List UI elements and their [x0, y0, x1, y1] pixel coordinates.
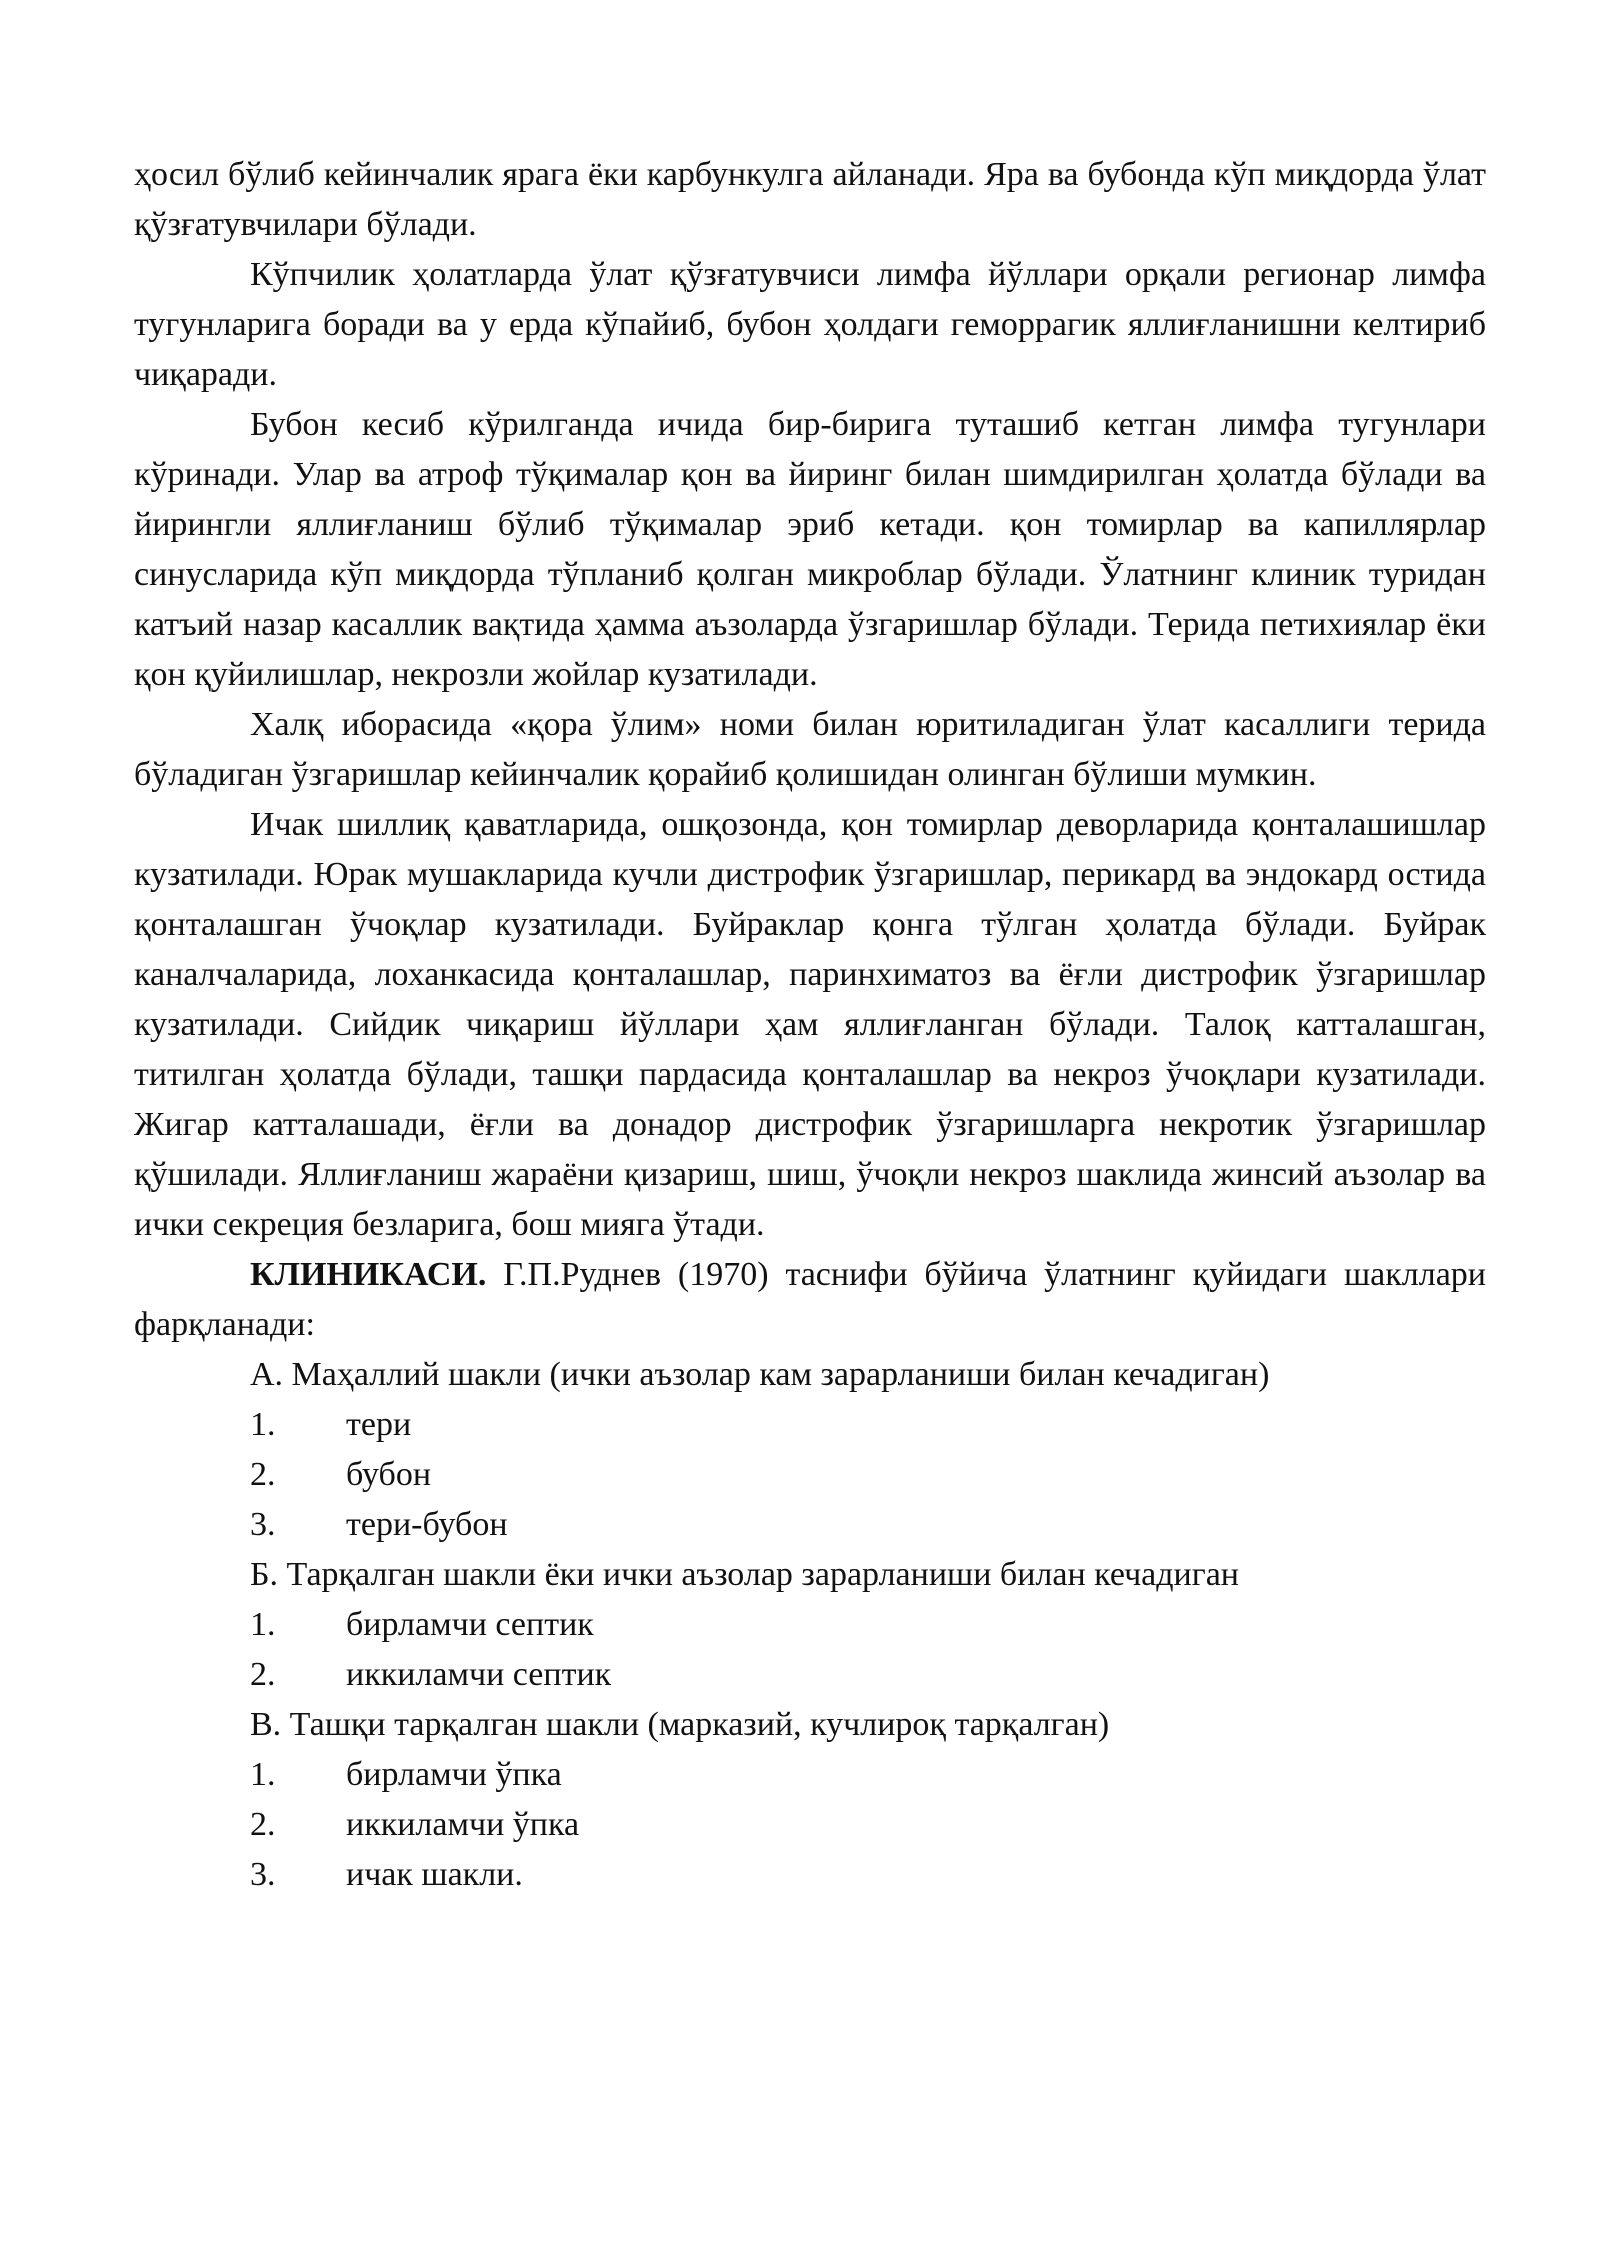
classification-group-a	[134, 1350, 1486, 1550]
paragraph-continuation: ҳосил бўлиб кейинчалик ярага ёки карбункулга айланади. Яра ва бубонда кўп миқдорда ўлат қўзғатувчилари бўлади.	[134, 156, 1486, 243]
list-number: 3.	[250, 1506, 276, 1543]
list-item	[134, 1500, 1486, 1550]
classification-group-v	[134, 1700, 1486, 1900]
list-number: 1.	[250, 1756, 276, 1793]
list-item	[134, 1850, 1486, 1900]
list-text: бирламчи ўпка	[346, 1756, 562, 1793]
list-text: ичак шакли.	[346, 1856, 523, 1893]
classification-group-b	[134, 1550, 1486, 1700]
paragraph-clinic	[134, 1250, 1486, 1350]
paragraph-organs: Ичак шиллиқ қаватларида, ошқозонда, қон томирлар деворларида қонталашишлар кузатилади. Юрак мушакларида кучли дистрофик ўзгаришлар, перикард ва эндокард остида қонталашган ўчоқлар кузатилади. Буйраклар қонга тўлган ҳолатда бўлади. Буйрак каналчаларида, лоханкасида қонталашлар, паринхиматоз ва ёғли дистрофик ўзгаришлар кузатилади. Сийдик чиқариш йўллари ҳам яллиғланган бўлади. Талоқ катталашган, титилган ҳолатда бўлади, ташқи пардасида қонталашлар ва некроз ўчоқлари кузатилади. Жигар катталашади, ёғли ва донадор дистрофик ўзгаришларга некротик ўзгаришлар қўшилади. Яллиғланиш жараёни қизариш, шиш, ўчоқли некроз шаклида жинсий аъзолар ва ички секреция безларига, бош мияга ўтади.	[134, 806, 1486, 1243]
list-text: бубон	[346, 1456, 432, 1493]
group-title: Б. Тарқалган шакли ёки ички аъзолар зарарланиши билан кечадиган	[250, 1556, 1239, 1593]
list-number: 2.	[250, 1456, 276, 1493]
list-text: иккиламчи септик	[346, 1656, 612, 1693]
group-title: А. Маҳаллий шакли (ички аъзолар кам зарарланиши билан кечадиган)	[250, 1356, 1270, 1393]
list-number: 2.	[250, 1806, 276, 1843]
list-text: тери-бубон	[346, 1506, 508, 1543]
list-item	[134, 1600, 1486, 1650]
clinic-text: Г.П.Руднев (1970) таснифи бўйича ўлатнинг қуйидаги шакллари фарқланади:	[134, 1256, 1486, 1343]
clinic-heading: КЛИНИКАСИ.	[250, 1256, 487, 1293]
list-number: 1.	[250, 1406, 276, 1443]
list-text: бирламчи септик	[346, 1606, 594, 1643]
list-item	[134, 1750, 1486, 1800]
list-item	[134, 1650, 1486, 1700]
list-item	[134, 1800, 1486, 1850]
list-number: 2.	[250, 1656, 276, 1693]
list-text: иккиламчи ўпка	[346, 1806, 580, 1843]
list-item	[134, 1450, 1486, 1500]
list-item	[134, 1400, 1486, 1450]
paragraph-lymph-nodes: Кўпчилик ҳолатларда ўлат қўзғатувчиси лимфа йўллари орқали регионар лимфа тугунларига боради ва у ерда кўпайиб, бубон ҳолдаги геморрагик яллиғланишни келтириб чиқаради.	[134, 256, 1486, 393]
paragraph-black-death: Халқ иборасида «қора ўлим» номи билан юритиладиган ўлат касаллиги терида бўладиган ўзгаришлар кейинчалик қорайиб қолишидан олинган бўлиши мумкин.	[134, 706, 1486, 793]
document-page	[134, 150, 1486, 1900]
paragraph-bubo: Бубон кесиб кўрилганда ичида бир-бирига туташиб кетган лимфа тугунлари кўринади. Улар ва атроф тўқималар қон ва йиринг билан шимдирилган ҳолатда бўлади ва йирингли яллиғланиш бўлиб тўқималар эриб кетади. қон томирлар ва капиллярлар синусларида кўп миқдорда тўпланиб қолган микроблар бўлади. Ўлатнинг клиник туридан катъий назар касаллик вақтида ҳамма аъзоларда ўзгаришлар бўлади. Терида петихиялар ёки қон қуйилишлар, некрозли жойлар кузатилади.	[134, 406, 1486, 693]
group-title: В. Ташқи тарқалган шакли (марказий, кучлироқ тарқалган)	[250, 1706, 1110, 1743]
list-number: 3.	[250, 1856, 276, 1893]
list-number: 1.	[250, 1606, 276, 1643]
list-text: тери	[346, 1406, 412, 1443]
